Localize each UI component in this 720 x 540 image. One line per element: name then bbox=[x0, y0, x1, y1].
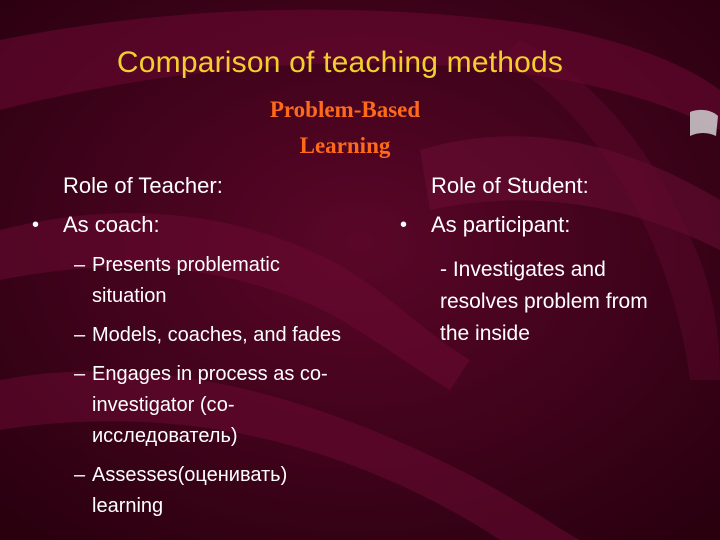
list-item-text: Assesses(оценивать) learning bbox=[92, 464, 288, 517]
list-item bbox=[74, 359, 362, 452]
dash-icon: – bbox=[74, 464, 86, 486]
student-bullet-label: As participant: bbox=[431, 212, 571, 237]
dash-icon: – bbox=[74, 363, 86, 385]
list-item-text: Engages in process as co-investigator (со-исследователь) bbox=[92, 363, 328, 447]
bullet-icon: • bbox=[400, 214, 408, 236]
teacher-column bbox=[32, 170, 362, 530]
list-item-text: Presents problematic situation bbox=[92, 254, 280, 307]
student-heading: Role of Student: bbox=[431, 173, 589, 198]
list-item bbox=[74, 250, 362, 312]
teacher-heading: Role of Teacher: bbox=[63, 173, 223, 198]
list-item bbox=[74, 320, 362, 351]
student-description: - Investigates and resolves problem from the inside bbox=[440, 258, 648, 345]
slide-title: Comparison of teaching methods bbox=[116, 46, 564, 79]
list-item bbox=[74, 460, 362, 522]
teacher-bullet-label: As coach: bbox=[63, 212, 160, 237]
teacher-subitems bbox=[32, 250, 362, 522]
list-item-text: Models, coaches, and fades bbox=[92, 324, 342, 346]
slide-subtitle: Problem-Based Learning bbox=[269, 97, 421, 158]
teacher-bullet bbox=[32, 210, 362, 240]
bullet-icon: • bbox=[32, 214, 40, 236]
student-bullet bbox=[400, 210, 700, 240]
dash-icon: – bbox=[74, 254, 86, 276]
student-column bbox=[400, 170, 700, 350]
dash-icon: – bbox=[74, 324, 86, 346]
